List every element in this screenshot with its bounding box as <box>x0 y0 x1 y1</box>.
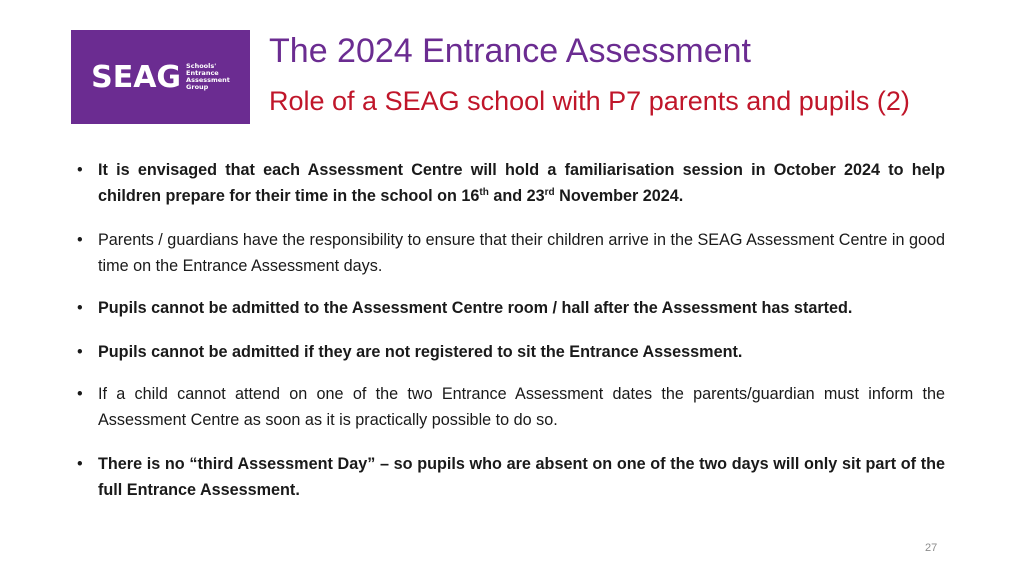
seag-logo <box>71 30 250 124</box>
logo-content <box>91 60 230 95</box>
slide-subtitle: Role of a SEAG school with P7 parents and pupils (2) <box>269 86 910 116</box>
slide-title: The 2024 Entrance Assessment <box>269 32 751 70</box>
page-number: 27 <box>925 542 938 554</box>
bullet-text: If a child cannot attend on one of the two Entrance Assessment dates the parents/guardian must inform the Assessment Centre as soon as it is practically possible to do so. <box>98 385 945 429</box>
ordinal-suffix: th <box>479 187 489 198</box>
bullet-text: November 2024. <box>554 187 684 205</box>
bullet-marker: • <box>77 455 83 473</box>
bullet-late-admission <box>77 295 945 321</box>
bullet-text: There is no “third Assessment Day” – so pupils who are absent on one of the two days will only sit part of the full Entrance Assessment. <box>98 455 945 499</box>
bullet-familiarisation-session <box>77 157 945 209</box>
bullet-absence-notice <box>77 381 945 433</box>
bullet-parent-responsibility <box>77 227 945 279</box>
logo-subtext-line: Assessment <box>186 76 230 84</box>
logo-subtext-line: Group <box>186 83 209 91</box>
bullet-list <box>77 157 945 503</box>
bullet-marker: • <box>77 385 83 403</box>
bullet-text: Pupils cannot be admitted if they are not registered to sit the Entrance Assessment. <box>98 343 743 361</box>
logo-subtext-line: Entrance <box>186 69 219 77</box>
bullet-marker: • <box>77 231 83 249</box>
bullet-no-third-day <box>77 451 945 503</box>
bullet-text: It is envisaged that each Assessment Centre will hold a familiarisation session in October 2024 to help children prepare for their time in the school on 16 <box>98 161 945 205</box>
bullet-marker: • <box>77 299 83 317</box>
bullet-text: Pupils cannot be admitted to the Assessment Centre room / hall after the Assessment has started. <box>98 299 853 317</box>
logo-subtext <box>186 63 230 91</box>
bullet-text: Parents / guardians have the responsibility to ensure that their children arrive in the SEAG Assessment Centre in good time on the Entrance Assessment days. <box>98 231 945 275</box>
bullet-marker: • <box>77 343 83 361</box>
ordinal-suffix: rd <box>544 187 555 198</box>
logo-subtext-line: Schools' <box>186 62 217 70</box>
bullet-registration <box>77 339 945 365</box>
bullet-text: and 23 <box>488 187 545 205</box>
bullet-marker: • <box>77 161 83 179</box>
logo-wordmark: SEAG <box>91 59 182 95</box>
